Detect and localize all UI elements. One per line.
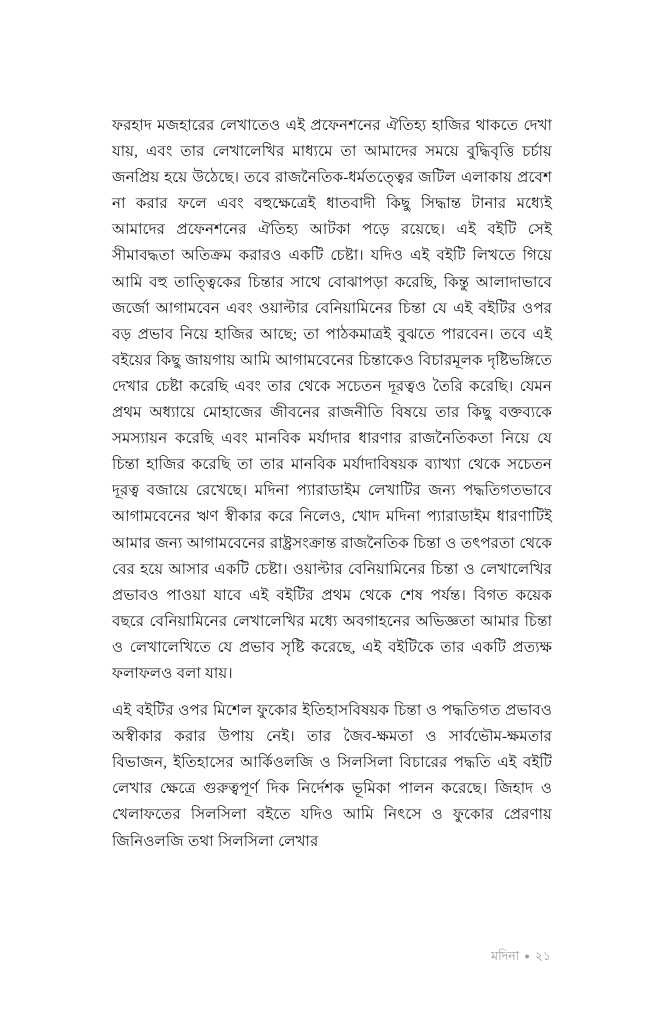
- footer-book-title: মদিনা: [491, 949, 520, 963]
- page-footer: [111, 947, 551, 964]
- body-text-block: [112, 113, 552, 855]
- paragraph-1: ফরহাদ মজহারের লেখাতেও এই প্রফেনশনের ঐতিহ্য হাজির থাকতে দেখা যায়, এবং তার লেখালেখির মাধ্যমে তা আমাদের সময়ে বুদ্ধিবৃত্তি চর্চায় জনপ্রিয় হয়ে উঠেছে। তবে রাজনৈতিক-ধর্মতত্ত্বের জটিল এলাকায় প্রবেশ না করার ফলে এবং বহুক্ষেত্রেই ধাতবাদী কিছু সিদ্ধান্ত টানার মধ্যেই আমাদের প্রফেনশনের ঐতিহ্য আটকা পড়ে রয়েছে। এই বইটি সেই সীমাবদ্ধতা অতিক্রম করারও একটি চেষ্টা। যদিও এই বইটি লিখতে গিয়ে আমি বহু তাত্ত্বিকের চিন্তার সাথে বোঝাপড়া করেছি, কিন্তু আলাদাভাবে জর্জো আগামবেন এবং ওয়াল্টার বেনিয়ামিনের চিন্তা যে এই বইটির ওপর বড় প্রভাব নিয়ে হাজির আছে; তা পাঠকমাত্রই বুঝতে পারবেন। তবে এই বইয়ের কিছু জায়গায় আমি আগামবেনের চিন্তাকেও বিচারমূলক দৃষ্টিভঙ্গিতে দেখার চেষ্টা করেছি এবং তার থেকে সচেতন দূরত্বও তৈরি করেছি। যেমন প্রথম অধ্যায়ে মোহাজের জীবনের রাজনীতি বিষয়ে তার কিছু বক্তব্যকে সমস্যায়ন করেছি এবং মানবিক মর্যাদার ধারণার রাজনৈতিকতা নিয়ে যে চিন্তা হাজির করেছি তা তার মানবিক মর্যাদাবিষয়ক ব্যাখ্যা থেকে সচেতন দূরত্ব বজায়ে রেখেছে। মদিনা প্যারাডাইম লেখাটির জন্য পদ্ধতিগতভাবে আগামবেনের ঋণ স্বীকার করে নিলেও, খোদ মদিনা প্যারাডাইম ধারণাটিই আমার জন্য আগামবেনের রাষ্ট্রসংক্রান্ত রাজনৈতিক চিন্তা ও তৎপরতা থেকে বের হয়ে আসার একটি চেষ্টা। ওয়াল্টার বেনিয়ামিনের চিন্তা ও লেখালেখির প্রভাবও পাওয়া যাবে এই বইটির প্রথম থেকে শেষ পর্যন্ত। বিগত কয়েক বছরে বেনিয়ামিনের লেখালেখির মধ্যে অবগাহনের অভিজ্ঞতা আমার চিন্তা ও লেখালেখিতে যে প্রভাব সৃষ্টি করেছে, এই বইটিকে তার একটি প্রত্যক্ষ ফলাফলও বলা যায়।: [112, 117, 552, 682]
- paragraph-2: এই বইটির ওপর মিশেল ফুকোর ইতিহাসবিষয়ক চিন্তা ও পদ্ধতিগত প্রভাবও অস্বীকার করার উপায় নেই। তার জৈব-ক্ষমতা ও সার্বভৌম-ক্ষমতার বিভাজন, ইতিহাসের আর্কিওলজি ও সিলসিলা বিচারের পদ্ধতি এই বইটি লেখার ক্ষেত্রে গুরুত্বপূর্ণ দিক নির্দেশক ভূমিকা পালন করেছে। জিহাদ ও খেলাফতের সিলসিলা বইতে যদিও আমি নিৎসে ও ফুকোর প্রেরণায় জিনিওলজি তথা সিলসিলা লেখার: [112, 702, 552, 850]
- footer-page-number: ২১: [534, 949, 551, 963]
- footer-separator-dot-icon: ●: [524, 950, 530, 961]
